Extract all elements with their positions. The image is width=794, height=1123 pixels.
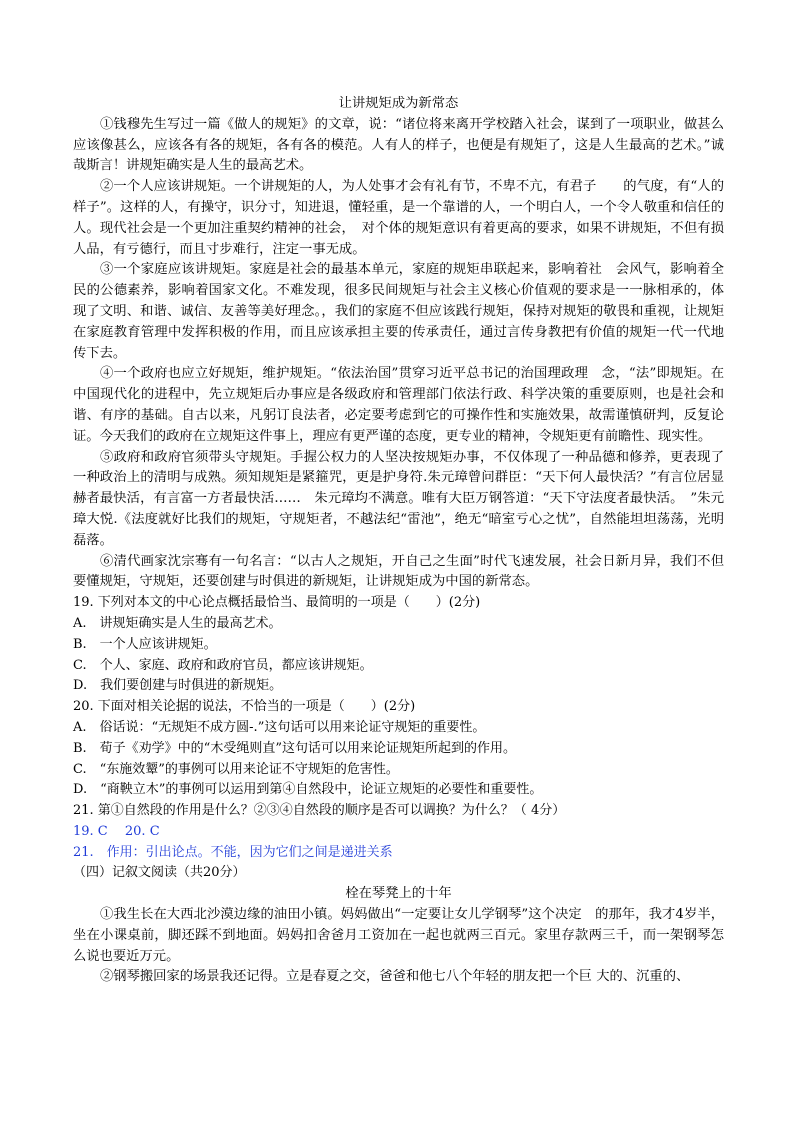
answers-block <box>73 822 724 864</box>
article1-paragraph-6: ⑥清代画家沈宗骞有一句名言：“以古人之规矩，开自己之生面”时代飞速发展，社会日新月异，我们不但要懂规矩，守规矩，还要创建与时俱进的新规矩，让讲规矩成为中国的新常态。 <box>73 553 724 590</box>
questions-block <box>73 593 724 822</box>
article1-title: 让讲规矩成为新常态 <box>338 96 459 111</box>
article1-paragraph-4: ④一个政府也应立好规矩，维护规矩。“依法治国”贯穿习近平总书记的治国理政理 念，“法”即规矩。在中国现代化的进程中，先立规矩后办事应是各级政府和管理部门依法行政、科学决策的重要原则，也是社会和谐、有序的基础。自古以来，凡躬订良法者，必定要考虑到它的可操作性和实施效果，故需谨慎研判，反复论证。今天我们的政府在立规矩这件事上，理应有更严谨的态度，更专业的精神，令规矩更有前瞻性、现实性。 <box>73 366 724 444</box>
question-20-option-a: A. 俗话说：“无规矩不成方圆-.”这句话可以用来论证守规矩的重要性。 <box>73 719 486 735</box>
article1-paragraph-5: ⑤政府和政府官须带头守规矩。手握公权力的人坚决按规矩办事，不仅体现了一种品德和修养，更表现了一种政治上的清明与成熟。须知规矩是紧箍咒，更是护身符.朱元璋曾问群臣：“天下何人最快活？”有言位居显赫者最快活，有言富一方者最快活…… 朱元璋均不满意。唯有大臣万钢答道：“天下守法度者最快活。 ”朱元璋大悦.《法度就好比我们的规矩，守规矩者，不越法纪“雷池”，绝无“暗室亏心之忧”，自然能坦坦荡荡，光明磊落。 <box>73 449 724 548</box>
question-19-option-d: D. 我们要创建与时俱进的新规矩。 <box>73 678 283 694</box>
question-20-option-d: D. “商鞅立木”的事例可以运用到第④自然段中，论证立规矩的必要性和重要性。 <box>73 782 543 798</box>
question-19-option-a: A. 讲规矩确实是人生的最高艺术。 <box>73 615 282 631</box>
question-20-option-b: B. 荀子《劝学》中的“木受绳则直”这句话可以用来论证规矩所起到的作用。 <box>73 740 516 756</box>
answer-21: 21. 作用：引出论点。不能，因为它们之间是递进关系 <box>73 844 393 860</box>
answer-19-20: 19. C 20. C <box>73 823 160 839</box>
article2-paragraph-1: ①我生长在大西北沙漠边缘的油田小镇。妈妈做出“一定要让女儿学钢琴”这个决定 的那年，我才4岁半，坐在小课桌前，脚还踩不到地面。妈妈扣舍爸月工资加在一起也就两三百元。家里存款两三千，而一架钢琴怎么说也要近万元。 <box>73 907 724 964</box>
question-19-option-b: B. 一个人应该讲规矩。 <box>73 636 217 652</box>
article2-body <box>73 905 724 988</box>
article2-title: 栓在琴凳上的十年 <box>345 886 452 902</box>
article1-body <box>73 115 724 593</box>
article2-paragraph-2: ②钢琴搬回家的场景我还记得。立是春夏之交，爸爸和他七八个年轻的朋友把一个巨 大的、沉重的、 <box>100 969 690 985</box>
question-20-option-c: C. “东施效颦”的事例可以用来论证不守规矩的危害性。 <box>73 761 399 777</box>
article1-paragraph-2: ②一个人应该讲规矩。一个讲规矩的人，为人处事才会有礼有节，不卑不亢，有君子 的气度，有“人的样子”。这样的人，有操守，识分寸，知进退，懂轻重，是一个靠谱的人，一个明白人，一个令人敬重和信任的人。现代社会是一个更加注重契约精神的社会， 对个体的规矩意识有着更高的要求，如果不讲规矩，不但有损人品，有亏德行，而且寸步难行，注定一事无成。 <box>73 179 724 257</box>
question-20: 20. 下面对相关论据的说法，不恰当的一项是（ ）(2分) <box>73 699 416 715</box>
question-19: 19. 下列对本文的中心论点概括最恰当、最简明的一项是（ ）(2分) <box>73 595 481 611</box>
article1-paragraph-1: ①钱穆先生写过一篇《做人的规矩》的文章，说：“诸位将来离开学校踏入社会，谋到了一项职业，做甚么应该像甚么，应该各有各的规矩，各有各的模范。人有人的样子，也便是有规矩了，这是人生最高的艺术。”诚哉斯言！讲规矩确实是人生的最高艺术。 <box>73 116 724 174</box>
question-21: 21. 第①自然段的作用是什么？②③④自然段的顺序是否可以调换？为什么？（ 4分） <box>73 803 566 819</box>
article1-paragraph-3: ③一个家庭应该讲规矩。家庭是社会的最基本单元，家庭的规矩串联起来，影响着社 会风气，影响着全民的公德素养，影响着国家文化。不难发现，很多民间规矩与社会主义核心价值观的要求是一一脉相承的，体现了文明、和谐、诚信、友善等美好理念。，我们的家庭不但应该践行规矩，保持对规矩的敬畏和重视，让规矩在家庭教育管理中发挥积极的作用，而且应该承担主要的传承责任，通过言传身教把有价值的规矩一代一代地传下去。 <box>73 262 724 361</box>
question-19-option-c: C. 个人、家庭、政府和政府官员，都应该讲规矩。 <box>73 657 373 673</box>
section-heading: （四）记叙文阅读（共20分） <box>73 865 246 881</box>
